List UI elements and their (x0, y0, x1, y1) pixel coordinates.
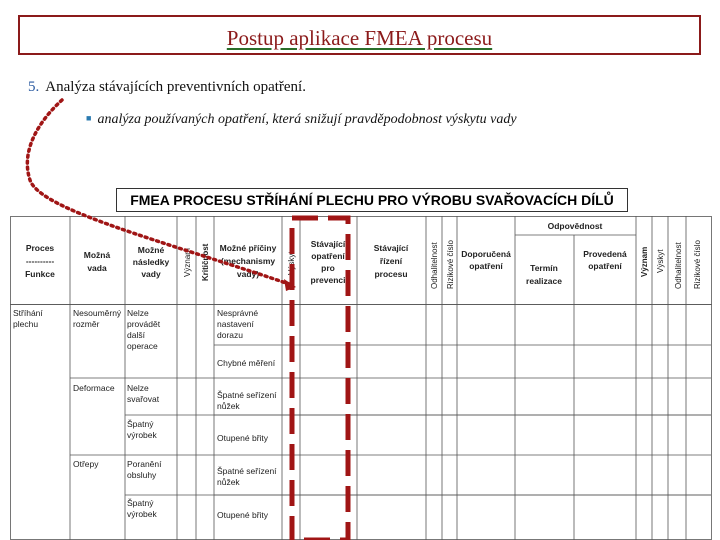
r1-vada-1: Nesouměrný (73, 308, 122, 318)
r3-nasl-b-1: Špatný (127, 498, 154, 508)
col-termin-2: realizace (526, 276, 562, 286)
col-stav-opat-3: pro (321, 263, 335, 273)
r2-pricina-a-1: Špatné seřízení (217, 390, 277, 400)
r3-nasl-2: obsluhy (127, 470, 157, 480)
col-odpovednost: Odpovědnost (547, 221, 603, 231)
col-kriticnost: Kritičnost (201, 243, 210, 281)
col-vyznam: Význam (183, 248, 192, 277)
r3-pricina-b: Otupené břity (217, 510, 269, 520)
col-pricina-3: vady) (236, 269, 260, 279)
r2-nasl-1: Nelze (127, 383, 149, 393)
r2-nasl-b-1: Špatný (127, 419, 154, 429)
r2-nasl-b-2: výrobek (127, 430, 157, 440)
r1-nasl-2: provádět (127, 319, 161, 329)
col-stav-rizeni-2: řízení (379, 256, 403, 266)
r1-pricina-a-2: nastavení (217, 319, 254, 329)
title-box (18, 15, 701, 55)
r2-pricina-b: Otupené břity (217, 433, 269, 443)
col-vada-2: vada (87, 263, 107, 273)
col-rizikove-cislo: Rizikové číslo (446, 240, 455, 289)
fmea-table-image (10, 185, 712, 540)
r3-nasl-b-2: výrobek (127, 509, 157, 519)
col-nasl-2: následky (132, 257, 170, 267)
col-pricina-1: Možné příčiny (219, 243, 277, 253)
point-text: Analýza stávajících preventivních opatření. (45, 79, 306, 95)
col-proces-3: Funkce (25, 269, 55, 279)
col-stav-opat-2: opatření (311, 251, 345, 261)
sub-point-text: analýza používaných opatření, která snižují pravděpodobnost výskytu vady (97, 112, 517, 127)
r2-vada: Deformace (73, 383, 115, 393)
r2-nasl-2: svařovat (127, 394, 160, 404)
r3-pricina-a-1: Špatné seřízení (217, 466, 277, 476)
col-stav-opat-1: Stávající (310, 239, 346, 249)
col-proces-2: ---------- (25, 256, 55, 266)
col-stav-rizeni-1: Stávající (373, 243, 409, 253)
r3-vada: Otřepy (73, 459, 99, 469)
r1-pricina-a-3: dorazu (217, 330, 243, 340)
col-rizikove-cislo-2: Rizikové číslo (693, 240, 702, 289)
r1-nasl-4: operace (127, 341, 158, 351)
col-odhalitelnost: Odhalitelnost (430, 242, 439, 289)
col-doporuc-1: Doporučená (461, 249, 511, 259)
numbered-point (28, 79, 306, 96)
r1-nasl-1: Nelze (127, 308, 149, 318)
r1-proces-1: Stříhání (13, 308, 43, 318)
r1-pricina-a-1: Nesprávné (217, 308, 259, 318)
col-proces-1: Proces (25, 243, 55, 253)
col-vyskyt: Výskyt (287, 251, 296, 275)
col-proved-2: opatření (588, 261, 622, 271)
col-vada-1: Možná (83, 250, 111, 260)
r1-proces-2: plechu (13, 319, 39, 329)
r1-vada-2: rozměr (73, 319, 100, 329)
col-pricina-2: (mechanismy (220, 256, 276, 266)
col-vyskyt-2: Výskyt (656, 249, 665, 273)
col-nasl-1: Možné (137, 245, 165, 255)
slide-title: Postup aplikace FMEA procesu (226, 26, 493, 50)
point-number: 5. (28, 79, 40, 95)
col-odhalitelnost-2: Odhalitelnost (674, 242, 683, 289)
col-stav-opat-4: prevenci (310, 275, 346, 285)
col-termin-1: Termín (530, 263, 558, 273)
r3-pricina-a-2: nůžek (217, 477, 240, 487)
r1-nasl-3: další (127, 330, 145, 340)
r2-pricina-a-2: nůžek (217, 401, 240, 411)
r1-pricina-b: Chybné měření (217, 358, 276, 368)
col-doporuc-2: opatření (469, 261, 503, 271)
col-vyznam-2: Význam (640, 246, 649, 277)
fmea-table-header: FMEA PROCESU STŘÍHÁNÍ PLECHU PRO VÝROBU SVAŘOVACÍCH DÍLŮ (116, 188, 628, 212)
col-stav-rizeni-3: procesu (374, 269, 408, 279)
square-bullet-icon: ■ (86, 113, 92, 123)
fmea-table-grid (10, 185, 712, 540)
col-nasl-3: vady (141, 269, 161, 279)
col-proved-1: Provedená (583, 249, 627, 259)
r3-nasl-1: Poranění (127, 459, 162, 469)
sub-point (86, 112, 517, 128)
